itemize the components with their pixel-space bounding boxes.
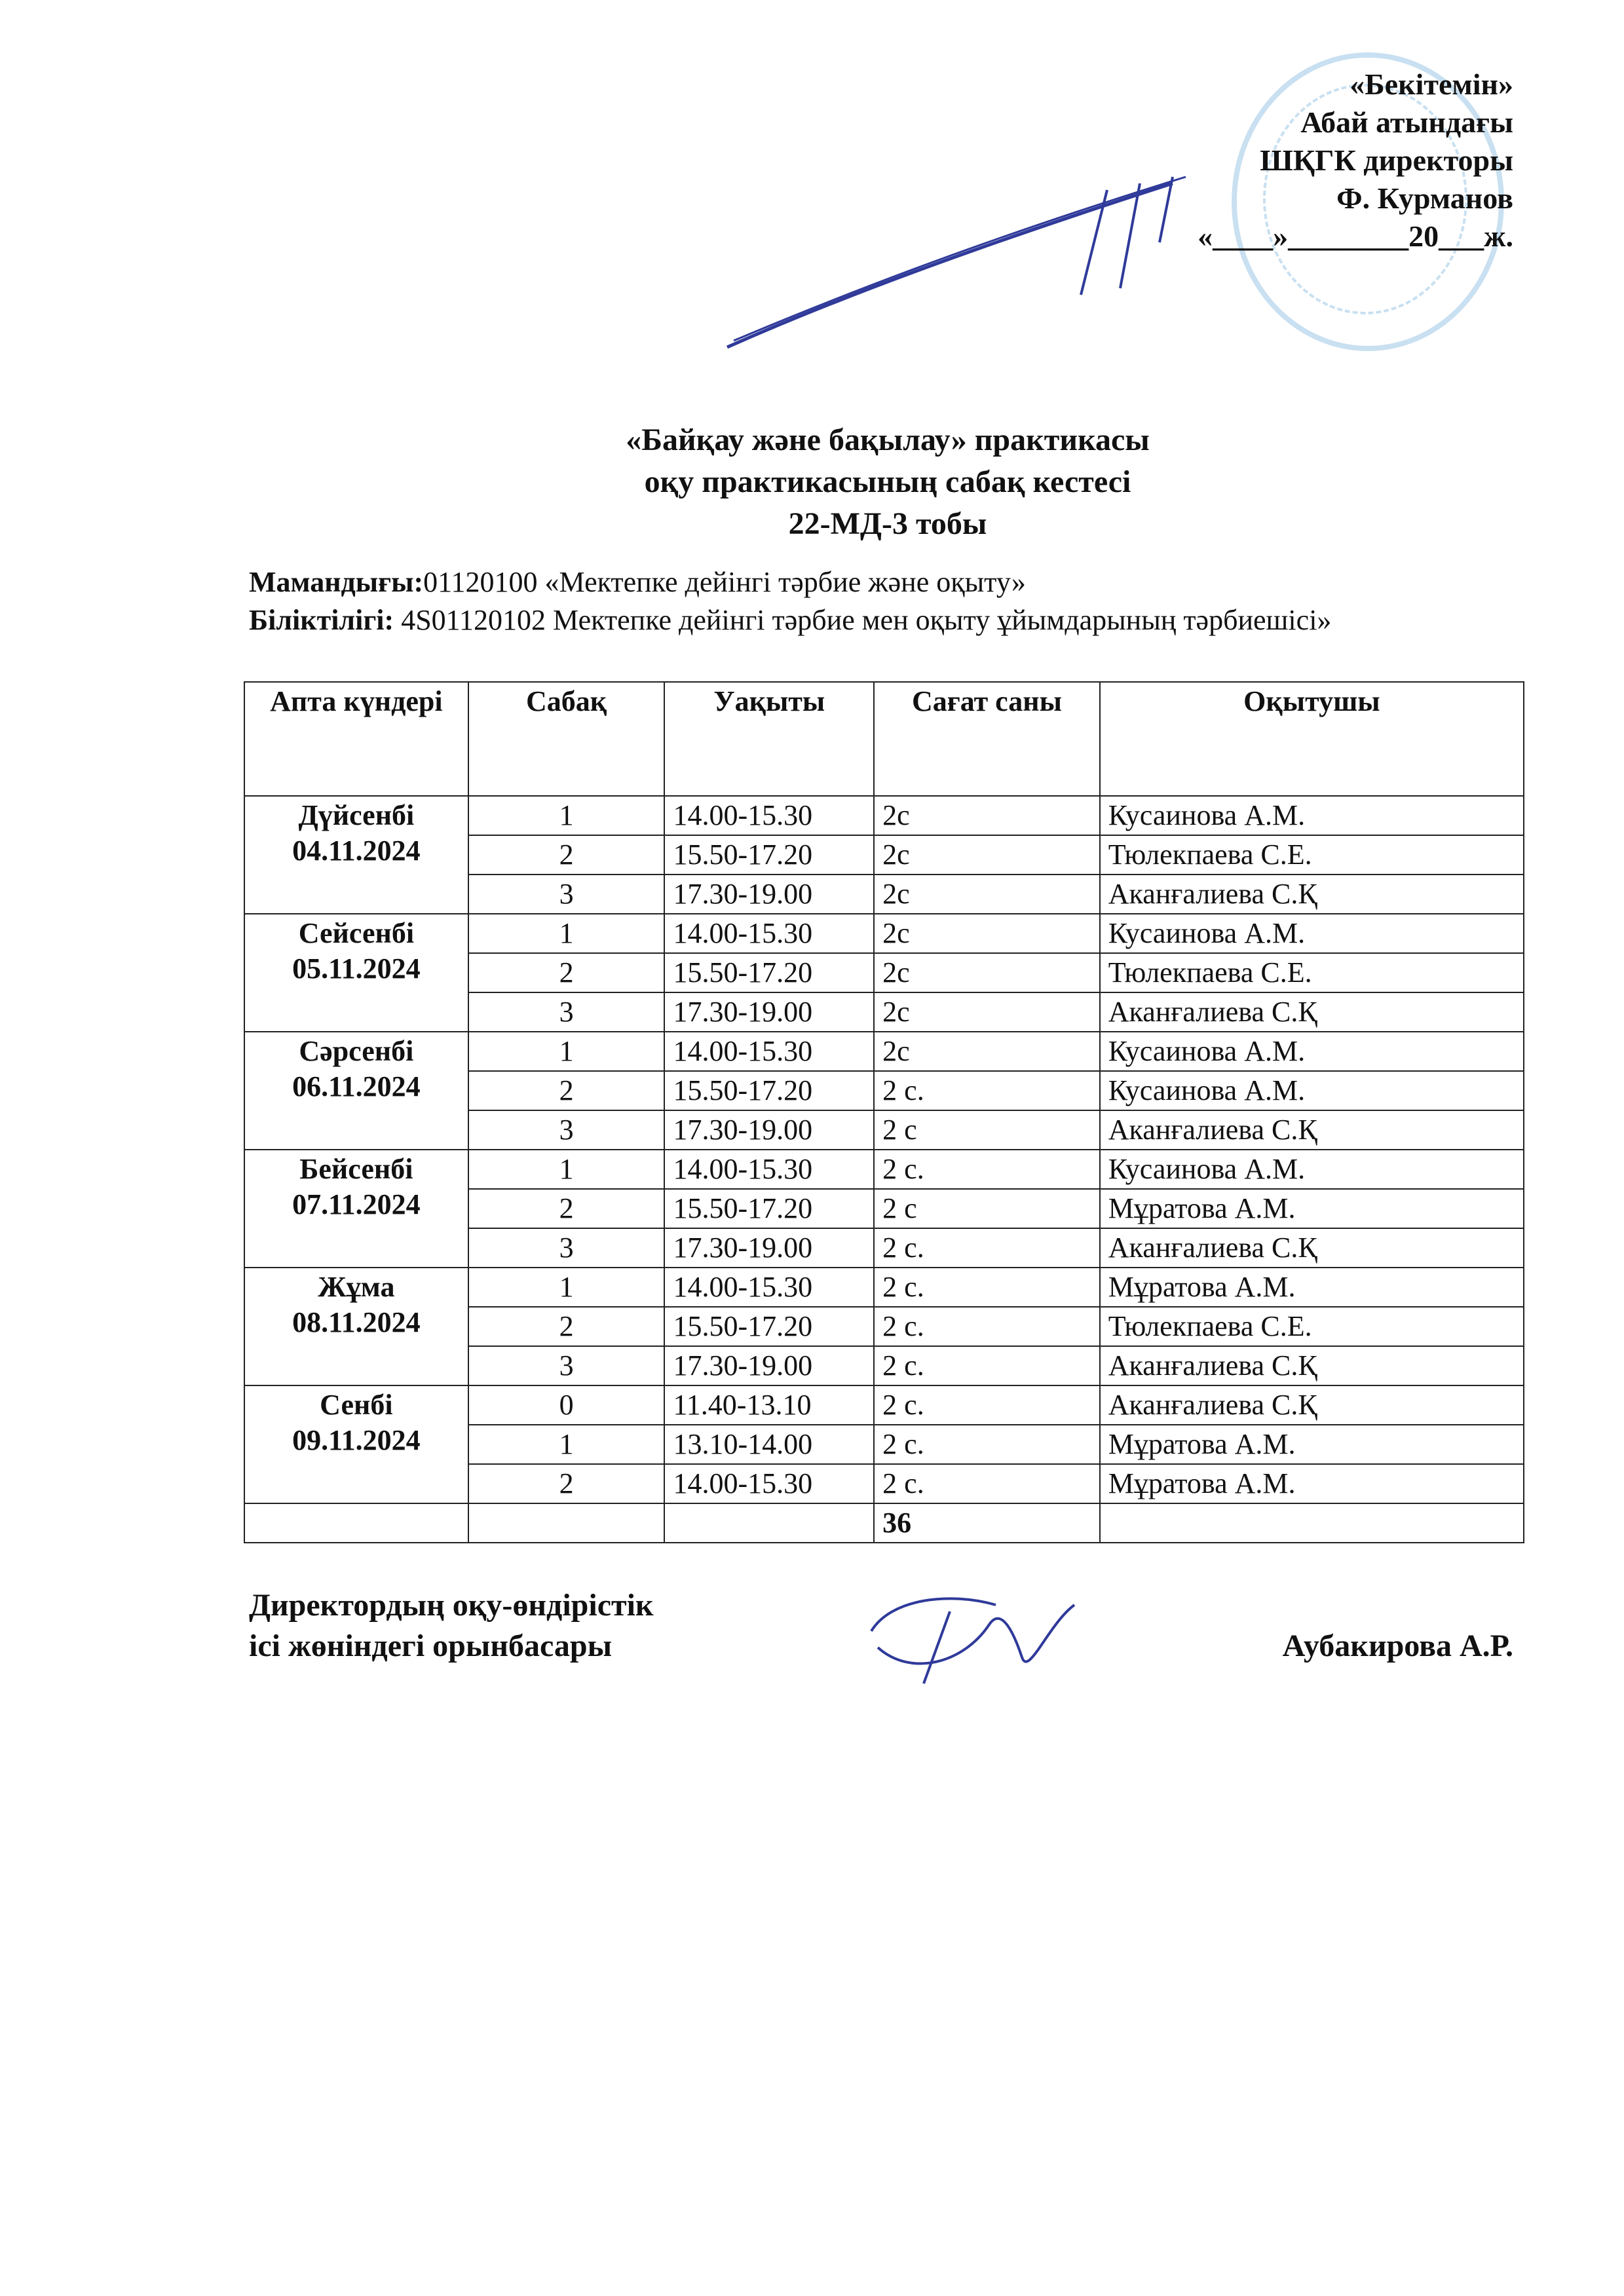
footer-position-line-2: ісі жөніндегі орынбасары	[249, 1628, 613, 1663]
lesson-cell: 1	[468, 1032, 665, 1071]
approval-name: Ф. Курманов	[1336, 181, 1513, 215]
header-teacher: Оқытушы	[1100, 682, 1524, 796]
day-cell	[244, 1268, 468, 1385]
teacher-cell: Мұратова А.М.	[1100, 1464, 1524, 1503]
time-cell: 14.00-15.30	[664, 1150, 874, 1189]
day-name: Сенбі	[320, 1389, 393, 1421]
schedule-body	[244, 796, 1524, 1543]
time-cell: 14.00-15.30	[664, 1032, 874, 1071]
lesson-cell: 1	[468, 914, 665, 953]
qualification-label: Біліктілігі:	[249, 604, 394, 636]
lesson-cell: 2	[468, 1307, 665, 1346]
hours-cell: 2 с.	[874, 1385, 1100, 1425]
time-cell: 17.30-19.00	[664, 1346, 874, 1385]
teacher-cell: Кусаинова А.М.	[1100, 1071, 1524, 1110]
day-cell	[244, 1150, 468, 1268]
hours-cell: 2с	[874, 914, 1100, 953]
teacher-cell: Аканғалиева С.Қ	[1100, 1110, 1524, 1150]
hours-cell: 2с	[874, 875, 1100, 914]
hours-cell: 2 с.	[874, 1464, 1100, 1503]
lesson-cell: 3	[468, 992, 665, 1032]
table-row	[244, 1150, 1524, 1189]
header-hours: Сағат саны	[874, 682, 1100, 796]
lesson-cell: 3	[468, 875, 665, 914]
header-time: Уақыты	[664, 682, 874, 796]
teacher-cell: Мұратова А.М.	[1100, 1425, 1524, 1464]
hours-cell: 2с	[874, 1032, 1100, 1071]
lesson-cell: 2	[468, 1464, 665, 1503]
hours-cell: 2 с	[874, 1189, 1100, 1228]
day-name: Дүйсенбі	[298, 799, 415, 831]
footer-position-line-1: Директордың оқу-өндірістік	[249, 1588, 654, 1623]
total-empty-time	[664, 1503, 874, 1543]
specialty-label: Мамандығы:	[249, 566, 424, 598]
lesson-cell: 1	[468, 1268, 665, 1307]
total-hours-cell: 36	[874, 1503, 1100, 1543]
day-name: Сейсенбі	[298, 917, 415, 949]
total-empty-teacher	[1100, 1503, 1524, 1543]
schedule-table	[244, 681, 1524, 1543]
header-lesson: Сабақ	[468, 682, 665, 796]
time-cell: 15.50-17.20	[664, 1189, 874, 1228]
title-line-3: 22-МД-3 тобы	[788, 506, 987, 541]
hours-cell: 2с	[874, 796, 1100, 835]
teacher-cell: Аканғалиева С.Қ	[1100, 875, 1524, 914]
time-cell: 14.00-15.30	[664, 1464, 874, 1503]
lesson-cell: 2	[468, 835, 665, 875]
title-line-1: «Байқау және бақылау» практикасы	[626, 423, 1150, 457]
day-name: Жұма	[318, 1271, 395, 1303]
day-date: 08.11.2024	[292, 1306, 421, 1338]
approval-title: «Бекітемін»	[1350, 67, 1513, 101]
table-row	[244, 796, 1524, 835]
hours-cell: 2 с.	[874, 1425, 1100, 1464]
time-cell: 14.00-15.30	[664, 914, 874, 953]
teacher-cell: Аканғалиева С.Қ	[1100, 1346, 1524, 1385]
day-cell	[244, 796, 468, 914]
approval-role: ШҚГК директоры	[1260, 143, 1513, 177]
hours-cell: 2с	[874, 835, 1100, 875]
specialty-block	[249, 563, 1546, 639]
lesson-cell: 2	[468, 1071, 665, 1110]
time-cell: 15.50-17.20	[664, 835, 874, 875]
specialty-line	[249, 563, 1546, 601]
teacher-cell: Мұратова А.М.	[1100, 1268, 1524, 1307]
lesson-cell: 3	[468, 1228, 665, 1268]
day-cell	[244, 914, 468, 1032]
lesson-cell: 2	[468, 953, 665, 992]
time-cell: 13.10-14.00	[664, 1425, 874, 1464]
approval-block	[1048, 66, 1513, 255]
total-empty-day	[244, 1503, 468, 1543]
approval-org: Абай атындағы	[1300, 105, 1513, 139]
teacher-cell: Аканғалиева С.Қ	[1100, 992, 1524, 1032]
teacher-cell: Мұратова А.М.	[1100, 1189, 1524, 1228]
hours-cell: 2 с.	[874, 1268, 1100, 1307]
time-cell: 17.30-19.00	[664, 875, 874, 914]
teacher-cell: Кусаинова А.М.	[1100, 914, 1524, 953]
title-line-2: оқу практикасының сабақ кестесі	[644, 464, 1131, 499]
table-row	[244, 1268, 1524, 1307]
teacher-cell: Аканғалиева С.Қ	[1100, 1228, 1524, 1268]
footer-name: Аубакирова А.Р.	[1282, 1628, 1513, 1663]
teacher-cell: Тюлекпаева С.Е.	[1100, 953, 1524, 992]
lesson-cell: 1	[468, 796, 665, 835]
qualification-line	[249, 601, 1546, 639]
lesson-cell: 3	[468, 1346, 665, 1385]
teacher-cell: Тюлекпаева С.Е.	[1100, 1307, 1524, 1346]
qualification-value: 4S01120102 Мектепке дейінгі тәрбие мен оқыту ұйымдарының тәрбиешісі»	[394, 604, 1332, 636]
hours-cell: 2 с.	[874, 1150, 1100, 1189]
hours-cell: 2с	[874, 953, 1100, 992]
lesson-cell: 3	[468, 1110, 665, 1150]
day-date: 09.11.2024	[292, 1424, 421, 1456]
table-row	[244, 914, 1524, 953]
time-cell: 17.30-19.00	[664, 1228, 874, 1268]
time-cell: 15.50-17.20	[664, 953, 874, 992]
day-date: 07.11.2024	[292, 1188, 421, 1220]
teacher-cell: Кусаинова А.М.	[1100, 1150, 1524, 1189]
day-cell	[244, 1385, 468, 1503]
document-title	[249, 419, 1526, 545]
lesson-cell: 2	[468, 1189, 665, 1228]
table-row	[244, 1385, 1524, 1425]
time-cell: 17.30-19.00	[664, 1110, 874, 1150]
time-cell: 15.50-17.20	[664, 1071, 874, 1110]
hours-cell: 2с	[874, 992, 1100, 1032]
day-date: 05.11.2024	[292, 952, 421, 985]
day-date: 04.11.2024	[292, 835, 421, 867]
hours-cell: 2 с.	[874, 1071, 1100, 1110]
hours-cell: 2 с	[874, 1110, 1100, 1150]
hours-cell: 2 с.	[874, 1307, 1100, 1346]
total-empty-lesson	[468, 1503, 665, 1543]
teacher-cell: Тюлекпаева С.Е.	[1100, 835, 1524, 875]
teacher-cell: Кусаинова А.М.	[1100, 796, 1524, 835]
time-cell: 14.00-15.30	[664, 1268, 874, 1307]
hours-cell: 2 с.	[874, 1228, 1100, 1268]
day-cell	[244, 1032, 468, 1150]
table-header-row	[244, 682, 1524, 796]
lesson-cell: 1	[468, 1425, 665, 1464]
table-row	[244, 1032, 1524, 1071]
time-cell: 11.40-13.10	[664, 1385, 874, 1425]
footer-position	[249, 1585, 839, 1666]
total-row	[244, 1503, 1524, 1543]
teacher-cell: Кусаинова А.М.	[1100, 1032, 1524, 1071]
hours-cell: 2 с.	[874, 1346, 1100, 1385]
specialty-value: 01120100 «Мектепке дейінгі тәрбие және оқыту»	[423, 566, 1026, 598]
day-date: 06.11.2024	[292, 1070, 421, 1102]
teacher-cell: Аканғалиева С.Қ	[1100, 1385, 1524, 1425]
deputy-signature	[852, 1585, 1087, 1697]
time-cell: 15.50-17.20	[664, 1307, 874, 1346]
lesson-cell: 0	[468, 1385, 665, 1425]
day-name: Бейсенбі	[299, 1153, 413, 1185]
time-cell: 14.00-15.30	[664, 796, 874, 835]
approval-date: «____»________20___ж.	[1198, 219, 1513, 253]
header-day: Апта күндері	[244, 682, 468, 796]
day-name: Сәрсенбі	[299, 1035, 414, 1067]
time-cell: 17.30-19.00	[664, 992, 874, 1032]
lesson-cell: 1	[468, 1150, 665, 1189]
